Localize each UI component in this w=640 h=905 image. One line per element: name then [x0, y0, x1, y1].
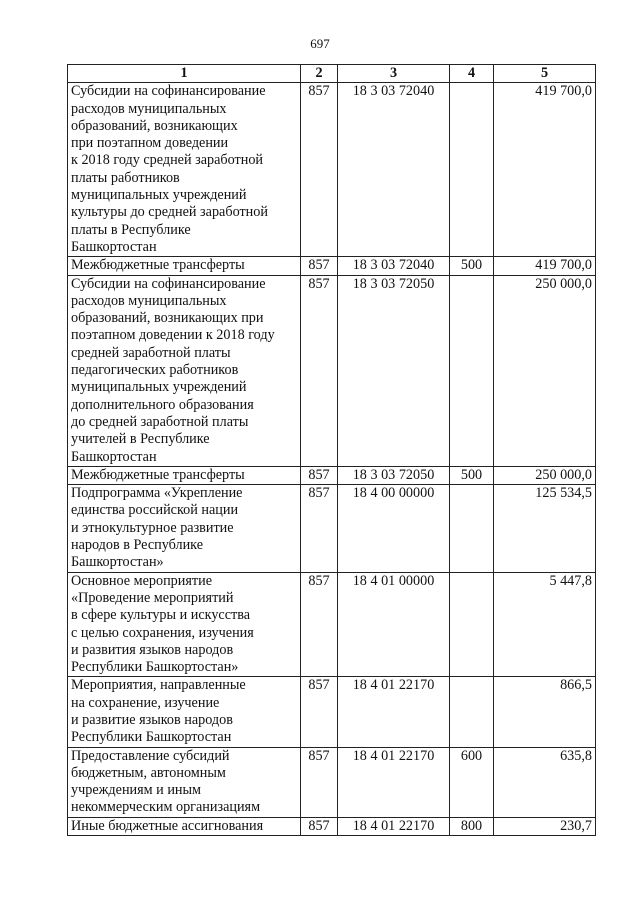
- row-target-article: 18 3 03 72040: [338, 83, 450, 257]
- row-amount: 5 447,8: [494, 572, 596, 677]
- row-amount: 866,5: [494, 677, 596, 747]
- row-target-article: 18 3 03 72050: [338, 466, 450, 484]
- row-ved-code: 857: [301, 485, 338, 572]
- header-col-2: 2: [301, 65, 338, 83]
- row-expense-type: [450, 83, 494, 257]
- budget-table: [67, 64, 596, 836]
- row-name: Подпрограмма «Укрепление единства российской нации и этнокультурное развитие народов в Республике Башкортостан»: [68, 485, 301, 572]
- row-name: Иные бюджетные ассигнования: [68, 817, 301, 835]
- row-amount: 230,7: [494, 817, 596, 835]
- table-row: [68, 572, 596, 677]
- row-amount: 419 700,0: [494, 257, 596, 275]
- row-target-article: 18 3 03 72050: [338, 275, 450, 466]
- row-name: Межбюджетные трансферты: [68, 466, 301, 484]
- table-row: [68, 257, 596, 275]
- header-col-5: 5: [494, 65, 596, 83]
- row-ved-code: 857: [301, 572, 338, 677]
- row-name: Мероприятия, направленные на сохранение, изучение и развитие языков народов Республики Башкортостан: [68, 677, 301, 747]
- table-row: [68, 485, 596, 572]
- row-target-article: 18 4 01 22170: [338, 747, 450, 817]
- header-col-1: 1: [68, 65, 301, 83]
- row-expense-type: [450, 677, 494, 747]
- header-col-3: 3: [338, 65, 450, 83]
- row-expense-type: 500: [450, 466, 494, 484]
- row-expense-type: 500: [450, 257, 494, 275]
- table-row: [68, 275, 596, 466]
- header-col-4: 4: [450, 65, 494, 83]
- row-expense-type: 600: [450, 747, 494, 817]
- row-ved-code: 857: [301, 677, 338, 747]
- row-target-article: 18 4 01 22170: [338, 817, 450, 835]
- row-amount: 125 534,5: [494, 485, 596, 572]
- table-row: [68, 677, 596, 747]
- row-ved-code: 857: [301, 275, 338, 466]
- row-ved-code: 857: [301, 257, 338, 275]
- row-amount: 419 700,0: [494, 83, 596, 257]
- row-name: Межбюджетные трансферты: [68, 257, 301, 275]
- table-body: [68, 83, 596, 836]
- row-name: Предоставление субсидий бюджетным, автономным учреждениям и иным некоммерческим организациям: [68, 747, 301, 817]
- row-ved-code: 857: [301, 466, 338, 484]
- row-target-article: 18 3 03 72040: [338, 257, 450, 275]
- row-expense-type: [450, 572, 494, 677]
- table-row: [68, 817, 596, 835]
- table-row: [68, 747, 596, 817]
- row-ved-code: 857: [301, 83, 338, 257]
- row-name: Субсидии на софинансирование расходов муниципальных образований, возникающих при поэтапном доведении к 2018 году средней заработной платы педагогических работников муниципальных учреждений дополнительного образования до средней заработной платы учителей в Республике Башкортостан: [68, 275, 301, 466]
- row-expense-type: [450, 485, 494, 572]
- row-target-article: 18 4 01 00000: [338, 572, 450, 677]
- row-ved-code: 857: [301, 747, 338, 817]
- page-number: 697: [310, 36, 330, 51]
- row-amount: 250 000,0: [494, 466, 596, 484]
- table-row: [68, 83, 596, 257]
- row-amount: 250 000,0: [494, 275, 596, 466]
- row-ved-code: 857: [301, 817, 338, 835]
- table-row: [68, 466, 596, 484]
- header-row: [68, 65, 596, 83]
- row-name: Основное мероприятие «Проведение мероприятий в сфере культуры и искусства с целью сохранения, изучения и развития языков народов Республики Башкортостан»: [68, 572, 301, 677]
- row-name: Субсидии на софинансирование расходов муниципальных образований, возникающих при поэтапном доведении к 2018 году средней заработной платы работников муниципальных учреждений культуры до средней заработной платы в Республике Башкортостан: [68, 83, 301, 257]
- row-expense-type: 800: [450, 817, 494, 835]
- row-expense-type: [450, 275, 494, 466]
- row-amount: 635,8: [494, 747, 596, 817]
- row-target-article: 18 4 00 00000: [338, 485, 450, 572]
- row-target-article: 18 4 01 22170: [338, 677, 450, 747]
